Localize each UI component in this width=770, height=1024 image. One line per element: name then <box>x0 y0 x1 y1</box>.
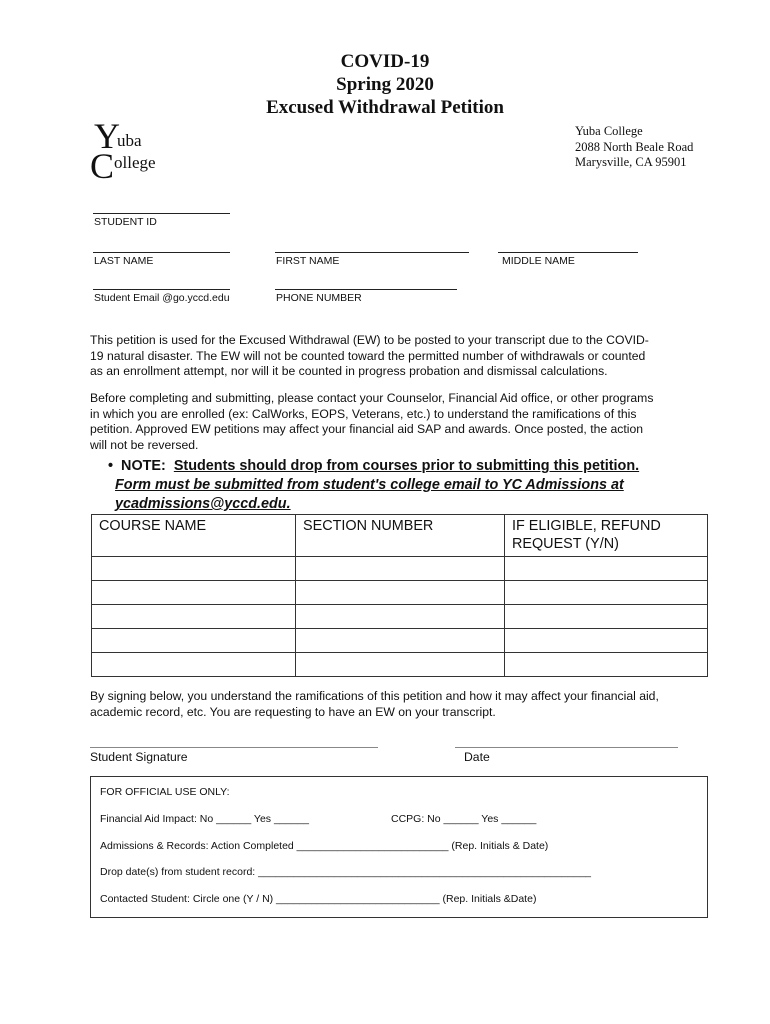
svg-text:uba: uba <box>117 131 142 150</box>
refund-request-cell[interactable] <box>505 581 708 605</box>
email-label: Student Email @go.yccd.edu <box>94 292 230 304</box>
instructions-line: will not be reversed. <box>90 437 199 452</box>
table-header-row <box>92 515 708 557</box>
ccpg-field: CCPG: No ______ Yes ______ <box>391 813 537 825</box>
address-line-2: 2088 North Beale Road <box>575 139 694 154</box>
financial-aid-impact: Financial Aid Impact: No ______ Yes ______ <box>100 813 309 825</box>
official-use-box <box>90 776 708 918</box>
section-number-cell[interactable] <box>296 653 505 677</box>
description-line: This petition is used for the Excused Withdrawal (EW) to be posted to your transcript due to the COVID- <box>90 333 649 347</box>
refund-request-cell[interactable] <box>505 557 708 581</box>
form-title-line-2: Spring 2020 <box>336 74 434 95</box>
phone-label: PHONE NUMBER <box>276 292 362 304</box>
yuba-college-logo <box>90 118 180 182</box>
address-line-1: Yuba College <box>575 124 643 138</box>
middle-name-field[interactable] <box>498 252 638 253</box>
signature-statement <box>90 689 710 720</box>
note-text-1: Students should drop from courses prior to submitting this petition. <box>173 458 640 474</box>
description-line: as an enrollment attempt, nor will it be counted in progress probation and dismissal calculations. <box>90 364 608 379</box>
svg-text:Y: Y <box>94 118 120 156</box>
refund-request-header: IF ELIGIBLE, REFUND REQUEST (Y/N) <box>505 515 708 557</box>
college-address <box>575 124 693 171</box>
course-table <box>91 514 708 677</box>
official-use-heading: FOR OFFICIAL USE ONLY: <box>100 786 230 798</box>
table-row <box>92 557 708 581</box>
form-title-line-3: Excused Withdrawal Petition <box>266 97 504 118</box>
refund-request-cell[interactable] <box>505 653 708 677</box>
middle-name-label: MIDDLE NAME <box>502 255 575 267</box>
last-name-label: LAST NAME <box>94 255 154 267</box>
first-name-field[interactable] <box>275 252 469 253</box>
note-bullet: • <box>108 458 114 474</box>
section-number-cell[interactable] <box>296 557 505 581</box>
svg-text:C: C <box>90 146 115 182</box>
course-name-cell[interactable] <box>92 605 296 629</box>
statement-line: academic record, etc. You are requesting to have an EW on your transcript. <box>90 704 496 719</box>
table-row <box>92 629 708 653</box>
section-number-header: SECTION NUMBER <box>296 515 505 557</box>
email-field[interactable] <box>93 289 230 290</box>
statement-line: By signing below, you understand the ramifications of this petition and how it may affect your financial aid, <box>90 689 659 703</box>
date-label: Date <box>464 750 490 764</box>
instructions-line: petition. Approved EW petitions may affect your financial aid SAP and awards. Once posted, the action <box>90 422 644 437</box>
instructions-line: in which you are enrolled (ex: CalWorks, EOPS, Veterans, etc.) to understand the ramifications of this <box>90 406 637 421</box>
date-field[interactable] <box>455 747 678 748</box>
contact-instructions <box>90 391 686 453</box>
svg-text:ollege: ollege <box>114 153 156 172</box>
refund-request-cell[interactable] <box>505 629 708 653</box>
admissions-records-field: Admissions & Records: Action Completed __________________________ (Rep. Initials & Date) <box>100 840 549 852</box>
section-number-cell[interactable] <box>296 629 505 653</box>
description-line: 19 natural disaster. The EW will not be counted toward the permitted number of withdrawals or counted <box>90 348 646 363</box>
section-number-cell[interactable] <box>296 581 505 605</box>
table-row <box>92 653 708 677</box>
last-name-field[interactable] <box>93 252 230 253</box>
note-block <box>108 457 708 514</box>
section-number-cell[interactable] <box>296 605 505 629</box>
signature-label: Student Signature <box>90 750 188 764</box>
course-name-cell[interactable] <box>92 581 296 605</box>
course-name-cell[interactable] <box>92 653 296 677</box>
signature-field[interactable] <box>90 747 378 748</box>
note-text-2: Form must be submitted from student's college email to YC Admissions at <box>115 477 624 493</box>
phone-field[interactable] <box>275 289 457 290</box>
note-label: NOTE: <box>121 458 166 474</box>
student-id-field[interactable] <box>93 213 230 214</box>
refund-request-cell[interactable] <box>505 605 708 629</box>
drop-dates-field: Drop date(s) from student record: _________________________________________________________ <box>100 866 592 878</box>
address-line-3: Marysville, CA 95901 <box>575 155 687 169</box>
instructions-line: Before completing and submitting, please contact your Counselor, Financial Aid office, or other programs <box>90 391 654 405</box>
course-name-cell[interactable] <box>92 557 296 581</box>
admissions-email: ycadmissions@yccd.edu. <box>115 496 291 512</box>
course-name-cell[interactable] <box>92 629 296 653</box>
first-name-label: FIRST NAME <box>276 255 340 267</box>
petition-description <box>90 333 686 380</box>
form-title-line-1: COVID-19 <box>340 51 430 72</box>
contacted-student-field: Contacted Student: Circle one (Y / N) ____________________________ (Rep. Initials &Date) <box>100 893 537 905</box>
student-id-label: STUDENT ID <box>94 216 157 228</box>
table-row <box>92 605 708 629</box>
course-name-header: COURSE NAME <box>92 515 296 557</box>
table-row <box>92 581 708 605</box>
